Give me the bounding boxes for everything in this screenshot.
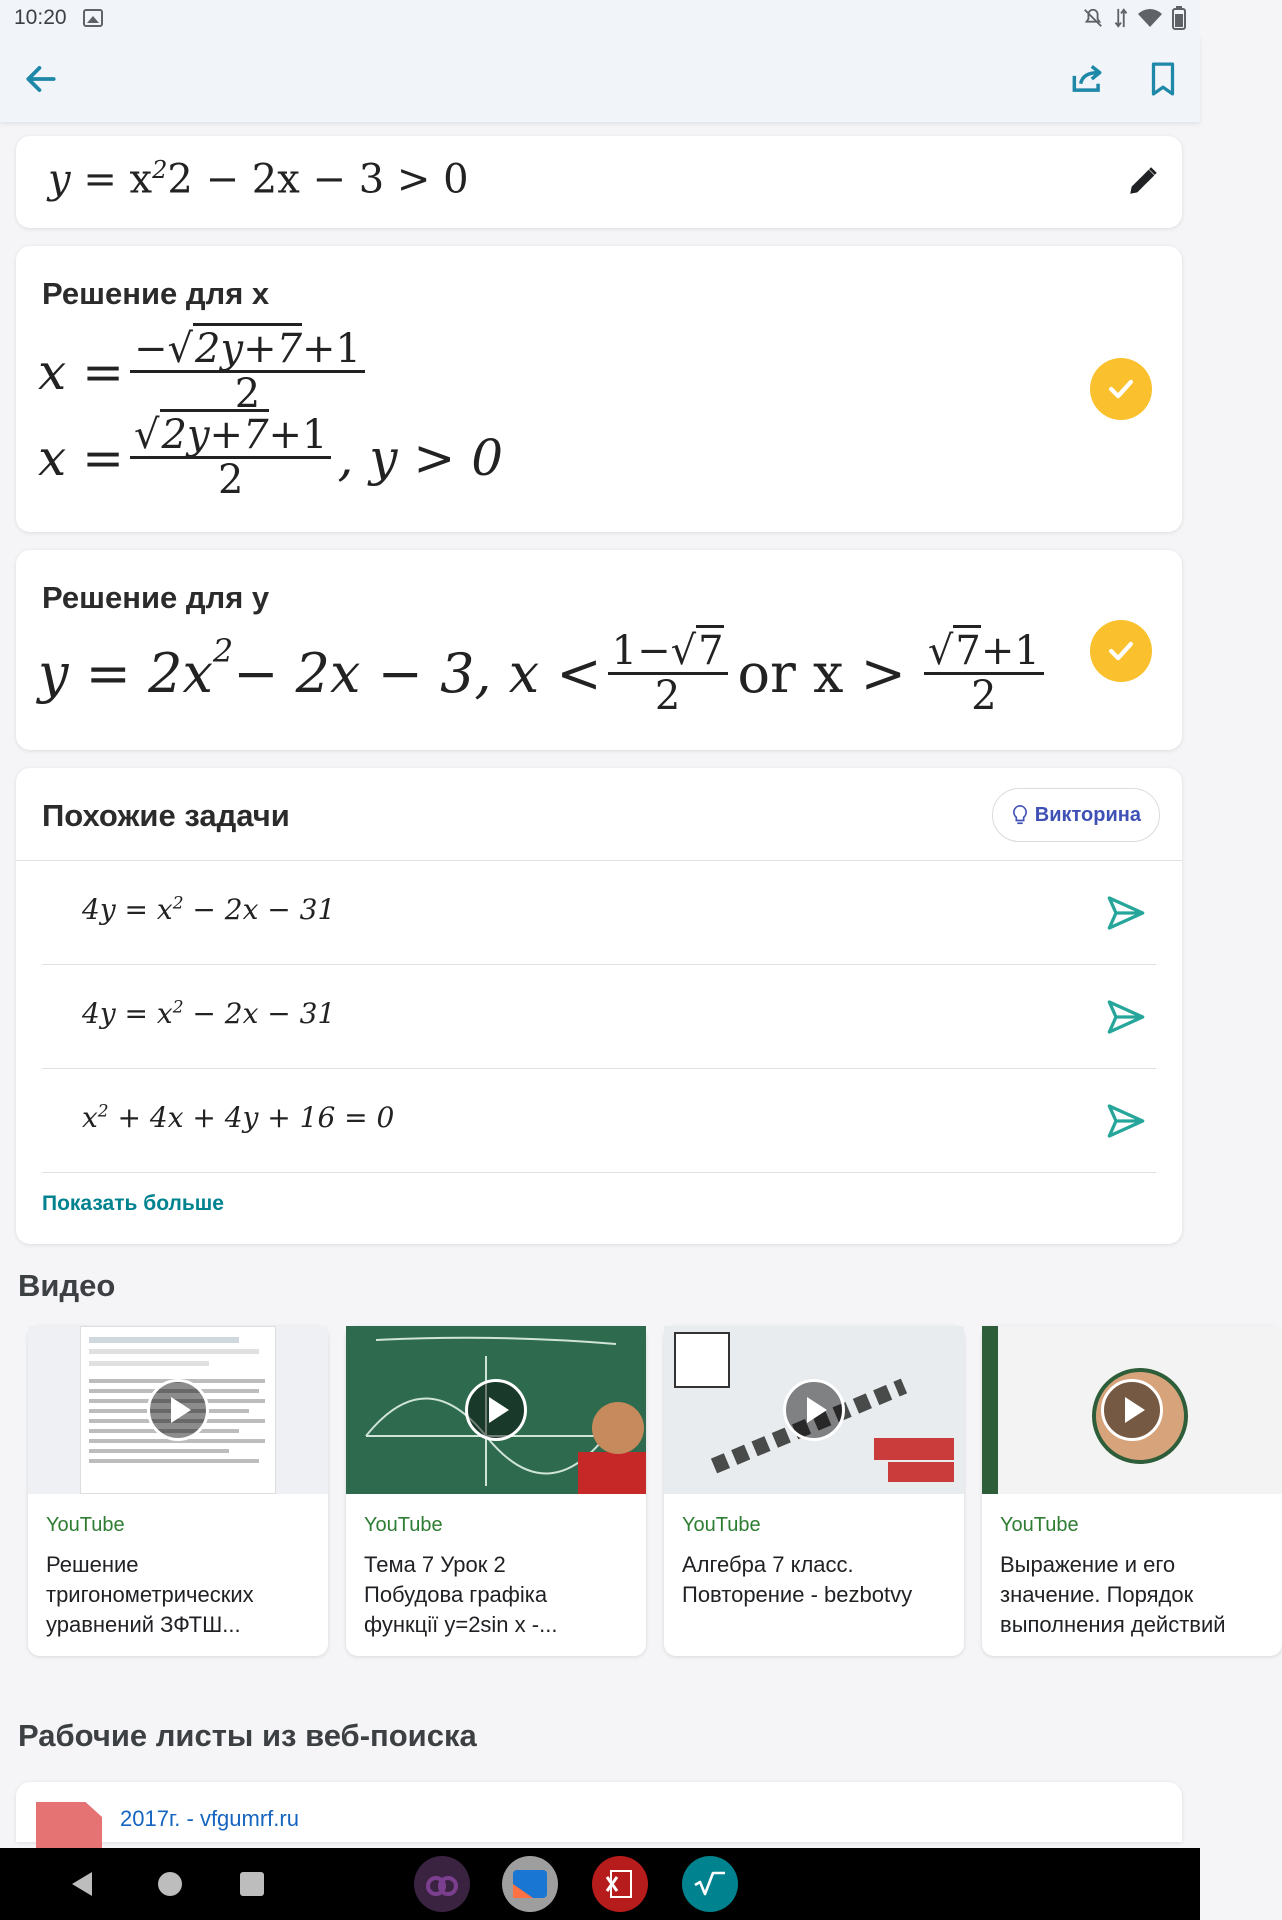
solve-x-line-1: x = $\frac{-√2y+7+1}{2}$ [38,328,371,415]
video-card[interactable] [28,1326,328,1656]
back-arrow-icon[interactable] [22,60,60,98]
status-time: 10:20 [14,6,67,29]
show-more-link[interactable]: Показать больше [42,1192,224,1215]
gallery-app-icon[interactable] [502,1856,558,1912]
worksheets-section-title: Рабочие листы из веб-поиска [18,1718,477,1753]
similar-expression: $4y = x^2 - 2x - 31$ [82,893,336,926]
send-icon[interactable] [1106,1101,1146,1141]
similar-expression: $4y = x^2 - 2x - 31$ [82,997,336,1030]
video-title: Выражение и его значение. Порядок выполнения действий [1000,1552,1226,1637]
wifi-icon [1138,8,1162,28]
reader-app-icon[interactable] [414,1856,470,1912]
play-icon[interactable] [465,1379,527,1441]
play-icon[interactable] [783,1379,845,1441]
nav-back-icon[interactable] [72,1872,92,1896]
solve-x-line-2: x = $\frac{√2y+7+1}{2}$ , y > 0 [38,414,503,501]
app-bar [0,36,1200,122]
video-source: YouTube [46,1514,125,1536]
solve-y-title: Решение для y [42,580,270,615]
video-source: YouTube [1000,1514,1079,1536]
similar-expression: $x^2 + 4x + 4y + 16 = 0$ [82,1101,395,1134]
play-icon[interactable] [147,1379,209,1441]
video-card[interactable] [346,1326,646,1656]
worksheet-link[interactable]: 2017г. - vfgumrf.ru [120,1806,299,1831]
nav-recent-apps-icon[interactable] [240,1872,264,1896]
image-notification-icon [83,9,103,27]
videos-section-title: Видео [18,1268,116,1303]
video-title: Алгебра 7 класс. Повторение - bezbotvy [682,1552,913,1607]
video-card[interactable] [664,1326,964,1656]
lightbulb-icon [1011,804,1029,826]
solve-for-x-card[interactable] [16,246,1182,532]
similar-title: Похожие задачи [42,798,290,833]
video-card[interactable] [982,1326,1282,1656]
similar-item[interactable] [42,965,1156,1069]
play-icon[interactable] [1101,1379,1163,1441]
system-nav-bar [0,1848,1200,1920]
quiz-button[interactable]: Викторина [992,788,1160,842]
similar-problems-card [16,768,1182,1244]
math-solver-app-icon[interactable] [682,1856,738,1912]
nav-home-icon[interactable] [158,1872,182,1896]
video-title: Решение тригонометрических уравнений ЗФТШ... [46,1552,254,1637]
bookmark-icon[interactable] [1146,60,1180,98]
video-title: Тема 7 Урок 2 Побудова графіка функції y=2sin x -... [364,1552,558,1637]
video-thumbnail [28,1326,328,1494]
video-thumbnail [982,1326,1282,1494]
excel-app-icon[interactable] [592,1856,648,1912]
video-thumbnail [346,1326,646,1494]
solve-x-check-icon [1090,358,1152,420]
share-icon[interactable] [1068,60,1106,98]
video-source: YouTube [364,1514,443,1536]
video-thumbnail [664,1326,964,1494]
problem-expression: $y = x^22 - 2x - 3 > 0$ [48,156,469,203]
worksheet-card[interactable] [16,1782,1182,1842]
status-bar [0,0,1200,36]
mute-icon [1082,7,1104,29]
solve-x-title: Решение для x [42,276,270,311]
similar-item[interactable] [42,1069,1156,1173]
battery-icon [1172,6,1186,30]
similar-item[interactable] [42,861,1156,965]
data-arrows-icon [1114,7,1128,29]
solve-y-check-icon [1090,620,1152,682]
send-icon[interactable] [1106,893,1146,933]
edit-pencil-icon[interactable] [1126,164,1160,198]
send-icon[interactable] [1106,997,1146,1037]
video-source: YouTube [682,1514,761,1536]
solve-for-y-card[interactable] [16,550,1182,750]
problem-card[interactable] [16,136,1182,228]
solve-y-expression: y = 2x $^2$ − 2x − 3, x < $\frac{1-√7}{2}$ or x > $\frac{√7+1}{2}$ [38,630,1050,717]
